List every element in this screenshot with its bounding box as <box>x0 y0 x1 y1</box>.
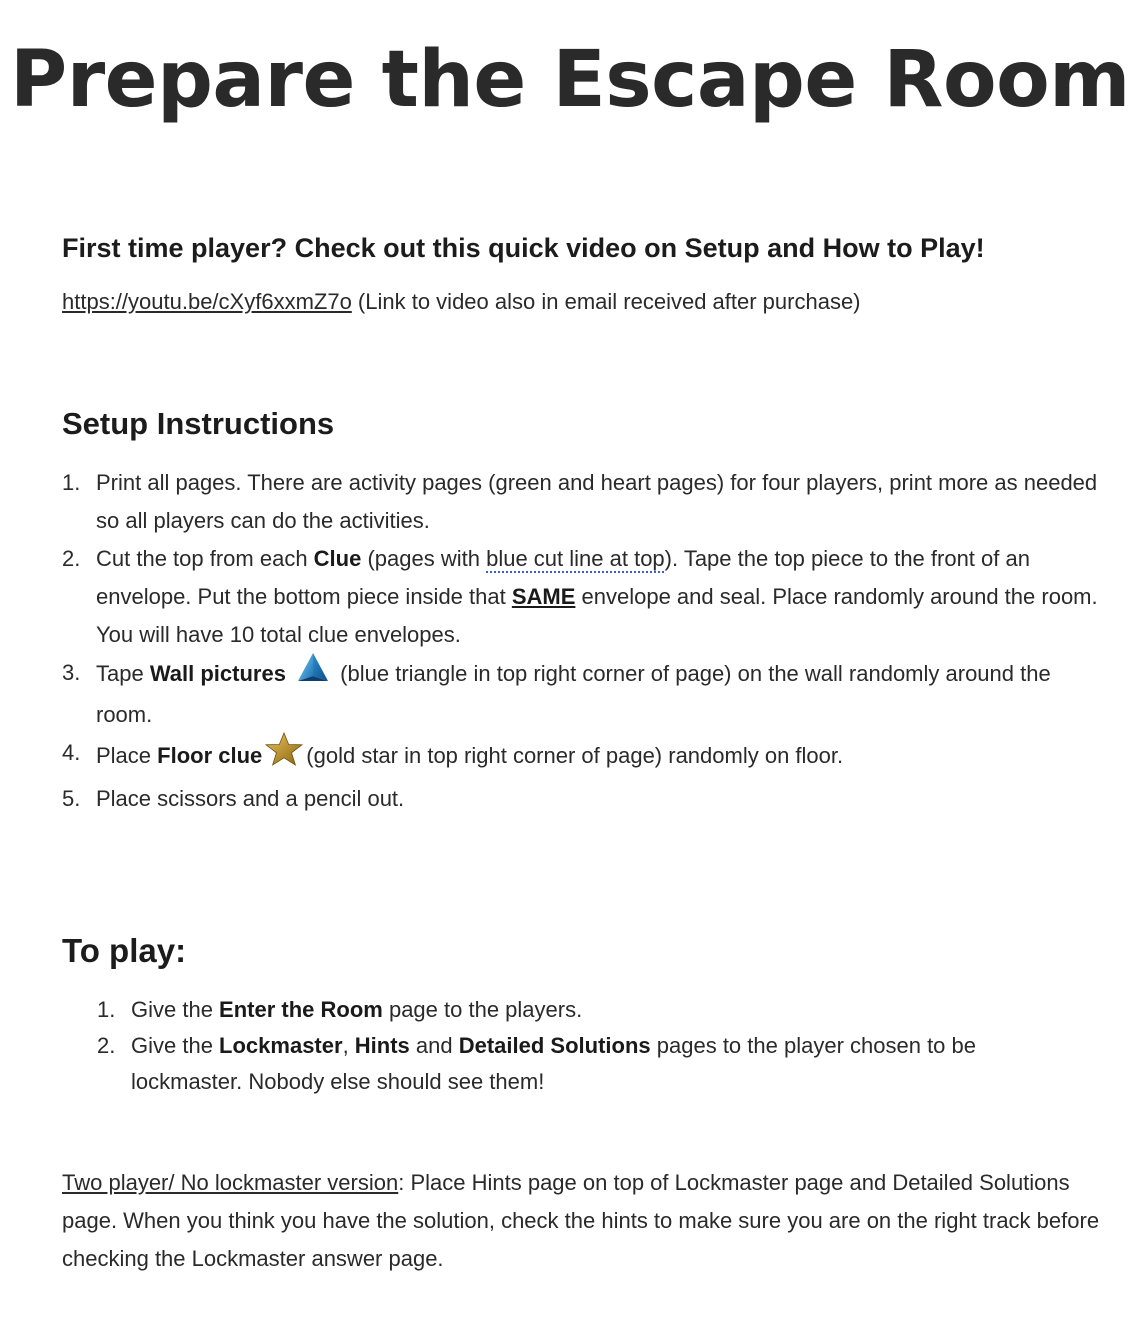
setup-item-text: ). Tape the top piece to the front of an envelope. Put the bottom piece inside that <box>96 546 1030 609</box>
blue-triangle-icon <box>296 652 330 694</box>
play-list <box>97 992 1087 1100</box>
play-heading: To play: <box>62 932 187 969</box>
list-number: 5. <box>62 786 81 811</box>
setup-item-text: (pages with <box>361 546 487 571</box>
video-line <box>62 286 861 318</box>
detailed-solutions-label: Detailed Solutions <box>458 1033 651 1058</box>
setup-item-3 <box>62 654 1112 734</box>
play-item-1 <box>97 992 1087 1028</box>
list-number: 4. <box>62 740 81 765</box>
video-note: (Link to video also in email received after purchase) <box>351 289 861 314</box>
enter-the-room-label: Enter the Room <box>219 997 383 1022</box>
play-item-text: , <box>342 1033 355 1058</box>
setup-item-1 <box>62 464 1112 540</box>
setup-item-text: Cut the top from each <box>96 546 314 571</box>
play-item-text: and <box>409 1033 459 1058</box>
setup-item-2 <box>62 540 1112 654</box>
play-item-text: pages to the player chosen to be lockmaster. Nobody else should see them! <box>131 1033 976 1094</box>
clue-label: Clue <box>313 546 362 571</box>
same-label: SAME <box>511 584 576 609</box>
floor-clue-label: Floor clue <box>157 742 263 768</box>
list-number: 3. <box>62 660 81 685</box>
list-number: 1. <box>62 470 81 495</box>
setup-item-text: (blue triangle in top right corner of page) on the wall randomly around the room. <box>96 660 1051 727</box>
setup-item-text: (gold star in top right corner of page) randomly on floor. <box>306 742 844 768</box>
lockmaster-label: Lockmaster <box>219 1033 343 1058</box>
list-number: 1. <box>97 997 116 1022</box>
two-player-note <box>62 1164 1112 1278</box>
gold-star-icon <box>264 732 304 778</box>
setup-item-text: Print all pages. There are activity pages (green and heart pages) for four players, print more as needed so all players can do the activities. <box>96 470 1098 533</box>
setup-list <box>62 464 1112 818</box>
setup-item-5 <box>62 780 1112 818</box>
setup-item-text: Place scissors and a pencil out. <box>96 786 405 811</box>
setup-item-4 <box>62 734 1112 780</box>
page-title: Prepare the Escape Room <box>10 35 1130 125</box>
two-player-label: Two player/ No lockmaster version <box>62 1170 399 1195</box>
setup-heading: Setup Instructions <box>62 406 335 441</box>
play-item-text: Give the <box>131 997 220 1022</box>
setup-item-text: Tape <box>96 660 150 686</box>
two-player-text: : Place Hints page on top of Lockmaster page and Detailed Solutions page. When you think you have the solution, check the hints to make sure you are on the right track before checking the Lockmaster answer page. <box>62 1170 1100 1271</box>
video-link[interactable]: https://youtu.be/cXyf6xxmZ7o <box>62 289 352 314</box>
setup-item-text: Place <box>96 742 158 768</box>
hints-label: Hints <box>354 1033 410 1058</box>
blue-cut-line-phrase: blue cut line at top <box>486 546 665 571</box>
play-item-text: page to the players. <box>382 997 583 1022</box>
setup-item-text: envelope and seal. Place randomly around the room. You will have 10 total clue envelopes. <box>96 584 1098 647</box>
video-heading: First time player? Check out this quick video on Setup and How to Play! <box>62 233 985 263</box>
wall-pictures-label: Wall pictures <box>149 660 286 686</box>
play-item-text: Give the <box>131 1033 220 1058</box>
list-number: 2. <box>97 1033 116 1058</box>
play-item-2 <box>97 1028 1087 1100</box>
list-number: 2. <box>62 546 81 571</box>
